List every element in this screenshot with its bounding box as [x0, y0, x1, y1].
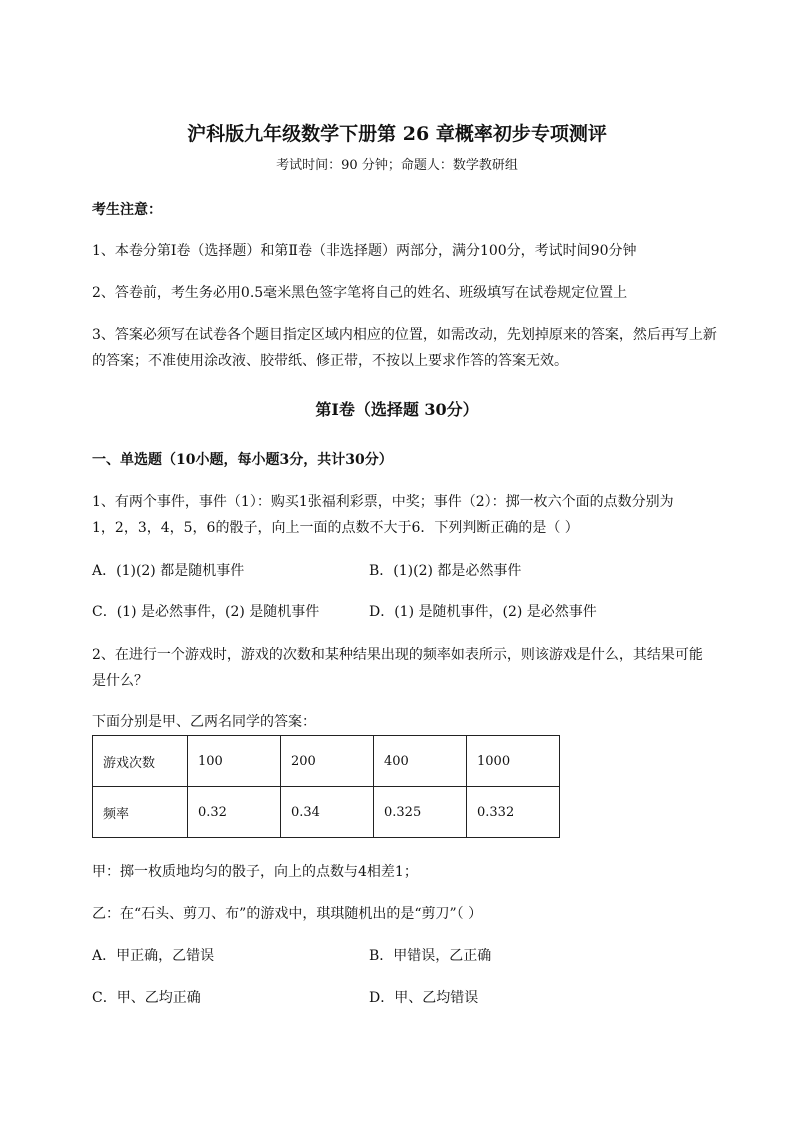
q1-option-c: C．(1) 是必然事件，(2) 是随机事件 [92, 604, 320, 620]
notice-heading: 考生注意： [92, 202, 162, 218]
section-title: 第Ⅰ卷（选择题 30分） [315, 400, 479, 419]
question-1-text: 1，2，3，4，5，6的骰子，向上一面的点数不大于6．下列判断正确的是（ ） [92, 520, 579, 536]
exam-info: 考试时间：90 分钟；命题人：数学教研组 [276, 158, 518, 173]
question-2-text: 是什么？ [92, 673, 148, 689]
table-cell: 1000 [467, 736, 560, 787]
notice-item: 1、本卷分第Ⅰ卷（选择题）和第Ⅱ卷（非选择题）两部分，满分100分，考试时间90分钟 [92, 243, 637, 259]
table-row [93, 736, 560, 787]
q1-option-a: A．(1)(2) 都是随机事件 [92, 563, 245, 579]
answer-yi: 乙：在“石头、剪刀、布”的游戏中，琪琪随机出的是“剪刀”（ ） [92, 906, 483, 922]
frequency-table [92, 735, 560, 838]
q2-option-d: D．甲、乙均错误 [369, 990, 479, 1006]
table-cell: 游戏次数 [93, 736, 188, 787]
part-heading: 一、单选题（10小题，每小题3分，共计30分） [92, 452, 393, 468]
q2-option-b: B．甲错误，乙正确 [369, 948, 492, 964]
q2-option-a: A．甲正确，乙错误 [92, 948, 215, 964]
notice-item: 的答案；不准使用涂改液、胶带纸、修正带，不按以上要求作答的答案无效。 [92, 353, 568, 369]
page-title: 沪科版九年级数学下册第 26 章概率初步专项测评 [187, 123, 607, 145]
answers-intro: 下面分别是甲、乙两名同学的答案： [92, 714, 316, 730]
notice-item: 2、答卷前，考生务必用0.5毫米黑色签字笔将自己的姓名、班级填写在试卷规定位置上 [92, 285, 628, 301]
table-cell: 400 [374, 736, 467, 787]
q1-option-d: D．(1) 是随机事件，(2) 是必然事件 [369, 604, 597, 620]
table-cell: 200 [281, 736, 374, 787]
table-cell: 0.34 [281, 787, 374, 838]
table-row [93, 787, 560, 838]
q2-option-c: C．甲、乙均正确 [92, 990, 201, 1006]
question-2-text: 2、在进行一个游戏时，游戏的次数和某种结果出现的频率如表所示，则该游戏是什么，其结果可能 [92, 647, 703, 663]
table-cell: 0.325 [374, 787, 467, 838]
table-cell: 0.32 [188, 787, 281, 838]
table-cell: 频率 [93, 787, 188, 838]
answer-jia: 甲：掷一枚质地均匀的骰子，向上的点数与4相差1； [92, 864, 418, 880]
table-cell: 0.332 [467, 787, 560, 838]
question-1-text: 1、有两个事件，事件（1）：购买1张福利彩票，中奖；事件（2）：掷一枚六个面的点数分别为 [92, 494, 674, 510]
q1-option-b: B．(1)(2) 都是必然事件 [369, 563, 522, 579]
notice-item: 3、答案必须写在试卷各个题目指定区域内相应的位置，如需改动，先划掉原来的答案，然后再写上新 [92, 327, 717, 343]
table-cell: 100 [188, 736, 281, 787]
